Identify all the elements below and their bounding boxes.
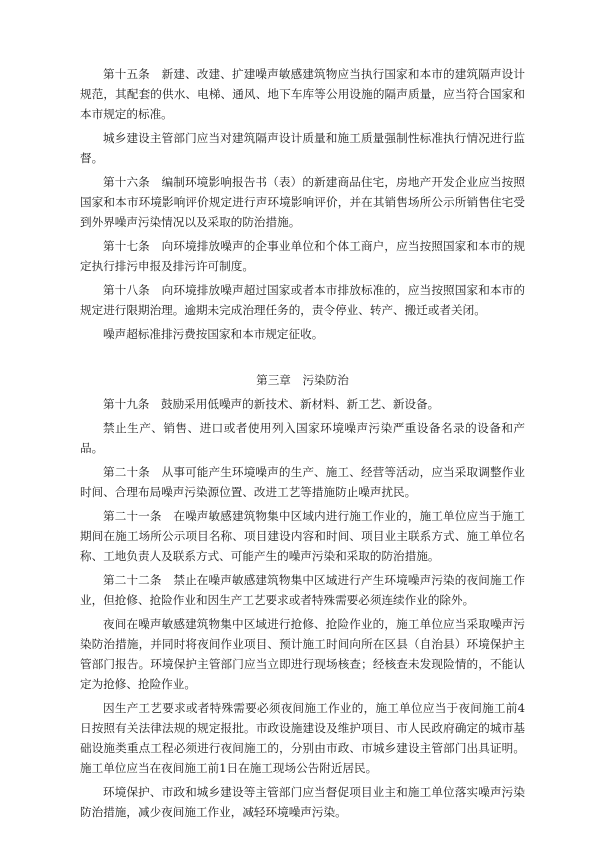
- article-22-paragraph: 第二十二条 禁止在噪声敏感建筑物集中区域进行产生环境噪声污染的夜间施工作业，但抢修、抢险作业和因生产工艺要求或者特殊需要必须连续作业的除外。: [80, 573, 525, 607]
- article-17-paragraph: 第十七条 向环境排放噪声的企事业单位和个体工商户，应当按照国家和本市的规定执行排污申报及排污许可制度。: [80, 239, 525, 273]
- prohibition-paragraph: 禁止生产、销售、进口或者使用列入国家环境噪声污染严重设备名录的设备和产品。: [80, 421, 525, 455]
- night-approval-paragraph: 因生产工艺要求或者特殊需要必须夜间施工作业的，施工单位应当于夜间施工前4日按照有关法律法规的规定报批。市政设施建设及维护项目、市人民政府确定的城市基础设施类重点工程必须进行夜间施工的，分别由市政、市城乡建设主管部门出具证明。施工单位应当在夜间施工前1日在施工现场公告附近居民。: [80, 701, 525, 775]
- article-19-paragraph: 第十九条 鼓励采用低噪声的新技术、新材料、新工艺、新设备。: [103, 397, 440, 411]
- article-21-paragraph: 第二十一条 在噪声敏感建筑物集中区域内进行施工作业的，施工单位应当于施工期间在施工场所公示项目名称、项目建设内容和时间、项目业主联系方式、施工单位名称、工地负责人及联系方式、可能产生的噪声污染和采取的防治措施。: [80, 509, 525, 563]
- document-page: [80, 64, 525, 826]
- enforcement-paragraph: 环境保护、市政和城乡建设等主管部门应当督促项目业主和施工单位落实噪声污染防治措施，减少夜间施工作业，减轻环境噪声污染。: [80, 785, 525, 819]
- article-16-paragraph: 第十六条 编制环境影响报告书（表）的新建商品住宅，房地产开发企业应当按照国家和本市环境影响评价规定进行声环境影响评价，并在其销售场所公示所销售住宅受到外界噪声污染情况以及采取的防治措施。: [80, 175, 525, 229]
- article-20-paragraph: 第二十条 从事可能产生环境噪声的生产、施工、经营等活动，应当采取调整作业时间、合理布局噪声污染源位置、改进工艺等措施防止噪声扰民。: [80, 465, 525, 499]
- chapter-title: 第三章 污染防治: [256, 373, 349, 387]
- night-emergency-paragraph: 夜间在噪声敏感建筑物集中区域进行抢修、抢险作业的，施工单位应当采取噪声污染防治措施，并同时将夜间作业项目、预计施工时间向所在区县（自治县）环境保护主管部门报告。环境保护主管部门应当立即进行现场核查；经核查未发现险情的，不能认定为抢修、抢险作业。: [80, 617, 525, 691]
- fee-paragraph: 噪声超标准排污费按国家和本市规定征收。: [103, 327, 324, 341]
- article-18-paragraph: 第十八条 向环境排放噪声超过国家或者本市排放标准的，应当按照国家和本市的规定进行限期治理。逾期未完成治理任务的，责令停业、转产、搬迁或者关闭。: [80, 283, 525, 317]
- article-15-paragraph: 第十五条 新建、改建、扩建噪声敏感建筑物应当执行国家和本市的建筑隔声设计规范，其配套的供水、电梯、通风、地下车库等公用设施的隔声质量，应当符合国家和本市规定的标准。: [80, 67, 525, 121]
- supervision-paragraph: 城乡建设主管部门应当对建筑隔声设计质量和施工质量强制性标准执行情况进行监督。: [80, 131, 525, 165]
